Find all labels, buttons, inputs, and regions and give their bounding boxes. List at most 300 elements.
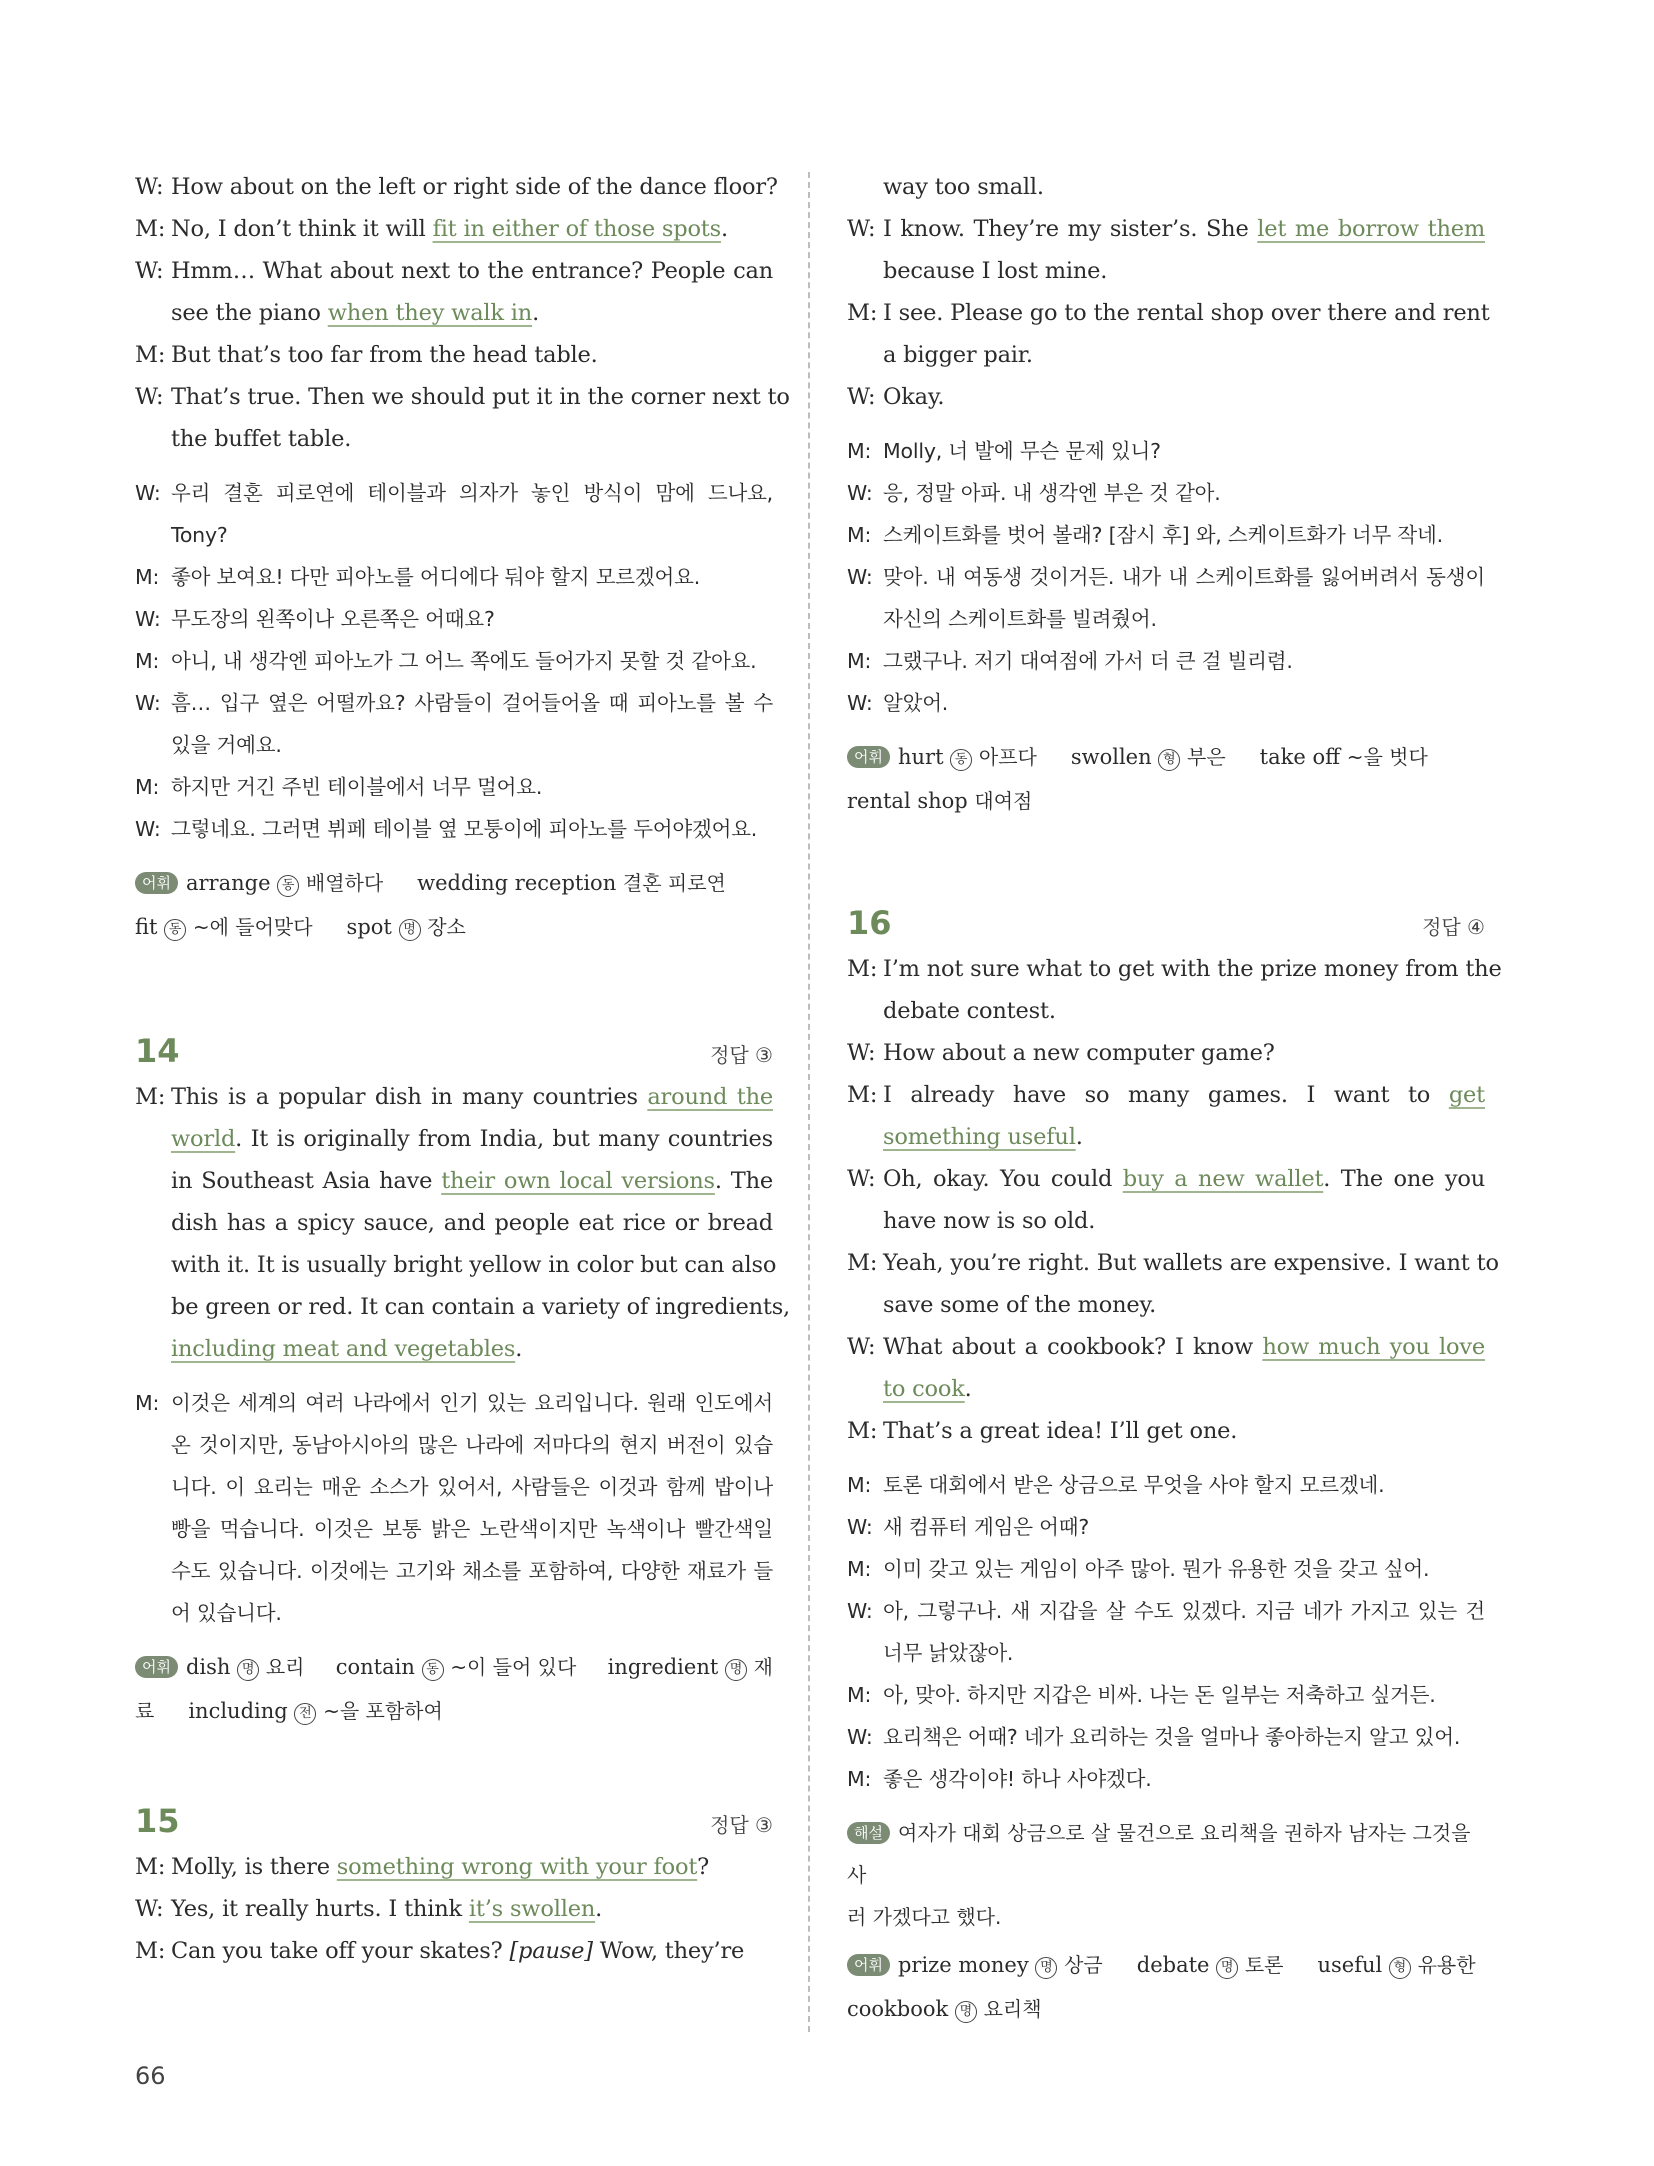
dialogue-line bbox=[847, 682, 1485, 724]
dialogue-line bbox=[847, 598, 1485, 640]
speaker-label: W: bbox=[135, 1896, 164, 1922]
text-run: Yes, it really hurts. I think bbox=[171, 1896, 469, 1922]
q15-header bbox=[135, 1802, 773, 1840]
speaker-label: W: bbox=[135, 384, 164, 410]
speaker-label bbox=[847, 598, 883, 640]
line-text bbox=[883, 334, 1485, 376]
vocab-meaning: 장소 bbox=[427, 915, 466, 939]
dialogue-line bbox=[847, 1716, 1485, 1758]
line-text: 자신의 스케이트화를 빌려줬어. bbox=[883, 607, 1157, 631]
underlined-phrase: world bbox=[171, 1126, 236, 1152]
pos-mark bbox=[1389, 1956, 1411, 1977]
vocab-tag: 어휘 bbox=[847, 1954, 890, 1976]
dialogue-line bbox=[135, 808, 773, 850]
underlined-phrase: fit in either of those spots bbox=[432, 216, 721, 242]
line-text: 하지만 거긴 주빈 테이블에서 너무 멀어요. bbox=[171, 775, 543, 799]
question-number: 16 bbox=[847, 904, 892, 942]
vocab-word: ingredient bbox=[607, 1655, 719, 1679]
line-text: 수도 있습니다. 이것에는 고기와 채소를 포함하여, 다양한 재료가 들 bbox=[171, 1559, 773, 1583]
text-run: Molly, is there bbox=[171, 1854, 337, 1880]
pos-mark bbox=[1216, 1956, 1238, 1977]
line-text bbox=[883, 1200, 1485, 1242]
speaker-label: M: bbox=[847, 1473, 872, 1497]
pos-circle: 명 bbox=[237, 1659, 259, 1681]
dialogue-line bbox=[847, 250, 1485, 292]
speaker-label: M: bbox=[135, 1391, 160, 1415]
q16-dialogue-english bbox=[847, 948, 1502, 1452]
vocab-word: dish bbox=[185, 1655, 231, 1679]
underlined-phrase: it’s swollen bbox=[468, 1896, 596, 1922]
dialogue-line bbox=[847, 1200, 1485, 1242]
line-text: 아니, 내 생각엔 피아노가 그 어느 쪽에도 들어가지 못할 것 같아요. bbox=[171, 649, 757, 673]
text-run: be green or red. It can contain a variety of ingredients, bbox=[171, 1294, 791, 1320]
pos-mark bbox=[1035, 1956, 1057, 1977]
speaker-label: W: bbox=[847, 216, 876, 242]
stage-direction: [pause] bbox=[509, 1938, 593, 1964]
dialogue-line bbox=[847, 640, 1485, 682]
dialogue-line bbox=[135, 556, 773, 598]
pos-mark bbox=[422, 1658, 444, 1679]
dialogue-line bbox=[847, 376, 1485, 418]
dialogue-line bbox=[135, 1328, 773, 1370]
pos-circle: 명 bbox=[955, 2001, 977, 2023]
line-text: 이미 갖고 있는 게임이 아주 많아. 뭔가 유용한 것을 갖고 싶어. bbox=[883, 1557, 1430, 1581]
answer-label: 정답 ③ bbox=[710, 1813, 773, 1837]
dialogue-line bbox=[847, 1158, 1485, 1200]
dialogue-line bbox=[135, 1382, 773, 1424]
speaker-label bbox=[847, 990, 883, 1032]
vocab-meaning: 결혼 피로연 bbox=[622, 871, 726, 895]
text-run: debate contest. bbox=[883, 998, 1056, 1024]
q14-header bbox=[135, 1032, 773, 1070]
line-text: 너무 낡았잖아. bbox=[883, 1641, 1014, 1665]
vocab-meaning: 아프다 bbox=[978, 745, 1037, 769]
dialogue-line bbox=[847, 1368, 1485, 1410]
speaker-label: M: bbox=[847, 1767, 872, 1791]
column-divider bbox=[808, 172, 810, 2032]
speaker-label bbox=[135, 724, 171, 766]
speaker-label: W: bbox=[847, 1515, 873, 1539]
dialogue-line bbox=[847, 1464, 1485, 1506]
text-run: the buffet table. bbox=[171, 426, 352, 452]
line-text: 응, 정말 아파. 내 생각엔 부은 것 같아. bbox=[883, 481, 1221, 505]
dialogue-line bbox=[135, 1592, 773, 1634]
text-run: . bbox=[721, 216, 728, 242]
page-number: 66 bbox=[135, 2062, 166, 2090]
line-text bbox=[883, 1158, 1485, 1200]
q13-dialogue-english bbox=[135, 166, 790, 460]
underlined-phrase: how much you love bbox=[1262, 1334, 1485, 1360]
line-text bbox=[171, 1244, 776, 1286]
pos-circle: 명 bbox=[725, 1659, 747, 1681]
speaker-label: M: bbox=[135, 1084, 166, 1110]
vocab-meaning: 요리 bbox=[265, 1655, 305, 1679]
line-text bbox=[883, 1326, 1485, 1368]
text-run: How about a new computer game? bbox=[883, 1040, 1275, 1066]
line-text bbox=[171, 1930, 773, 1972]
text-run: . bbox=[595, 1896, 603, 1922]
dialogue-line bbox=[847, 472, 1485, 514]
dialogue-line bbox=[135, 724, 773, 766]
dialogue-line bbox=[135, 1286, 791, 1328]
vocab-meaning: 재 bbox=[753, 1655, 773, 1679]
speaker-label bbox=[847, 1632, 883, 1674]
text-run: Oh, okay. You could bbox=[883, 1166, 1123, 1192]
vocab-word: spot bbox=[346, 915, 392, 939]
dialogue-line bbox=[135, 418, 773, 460]
explanation-text: 여자가 대회 상금으로 살 물건으로 요리책을 권하자 남자는 그것을 사 bbox=[847, 1821, 1471, 1887]
text-run: I know. They’re my sister’s. She bbox=[883, 216, 1258, 242]
vocab-tag: 어휘 bbox=[847, 746, 890, 768]
speaker-label bbox=[847, 1284, 883, 1326]
dialogue-line bbox=[135, 1466, 773, 1508]
vocab-meaning: ~을 벗다 bbox=[1346, 745, 1428, 769]
line-text: 스케이트화를 벗어 볼래? [잠시 후] 와, 스케이트화가 너무 작네. bbox=[883, 523, 1443, 547]
speaker-label bbox=[135, 1244, 171, 1286]
pos-circle: 형 bbox=[1389, 1957, 1411, 1979]
text-run: ? bbox=[697, 1854, 710, 1880]
speaker-label: W: bbox=[135, 174, 164, 200]
line-text bbox=[171, 250, 773, 292]
line-text bbox=[171, 1118, 773, 1160]
speaker-label: W: bbox=[847, 1334, 876, 1360]
dialogue-line bbox=[847, 1032, 1485, 1074]
dialogue-line bbox=[135, 472, 773, 514]
q13-dialogue-korean bbox=[135, 472, 773, 850]
underlined-phrase: something wrong with your foot bbox=[336, 1854, 698, 1880]
line-text bbox=[883, 1284, 1485, 1326]
speaker-label: M: bbox=[847, 439, 872, 463]
speaker-label bbox=[135, 1592, 171, 1634]
line-text bbox=[883, 1242, 1499, 1284]
speaker-label: W: bbox=[847, 1599, 873, 1623]
speaker-label bbox=[847, 334, 883, 376]
speaker-label: W: bbox=[847, 1040, 876, 1066]
line-text bbox=[883, 990, 1485, 1032]
speaker-label bbox=[847, 1200, 883, 1242]
text-run: I already have so many games. I want to bbox=[883, 1082, 1449, 1108]
line-text: 그렇네요. 그러면 뷔페 테이블 옆 모퉁이에 피아노를 두어야겠어요. bbox=[171, 817, 758, 841]
underlined-phrase: around the bbox=[647, 1084, 774, 1110]
vocab-meaning: 료 bbox=[135, 1699, 155, 1723]
speaker-label bbox=[847, 1368, 883, 1410]
dialogue-line bbox=[135, 1202, 773, 1244]
vocab-word: prize money bbox=[897, 1953, 1029, 1977]
speaker-label: W: bbox=[847, 565, 873, 589]
text-run: . The bbox=[714, 1168, 773, 1194]
line-text bbox=[171, 166, 778, 208]
line-text: 어 있습니다. bbox=[171, 1601, 282, 1625]
dialogue-line bbox=[135, 1424, 773, 1466]
speaker-label bbox=[847, 250, 883, 292]
vocab-meaning: ~에 들어맞다 bbox=[192, 915, 313, 939]
line-text bbox=[171, 1846, 773, 1888]
vocab-meaning: ~이 들어 있다 bbox=[450, 1655, 577, 1679]
line-text: Tony? bbox=[171, 523, 228, 547]
pos-circle: 명 bbox=[1035, 1957, 1057, 1979]
speaker-label bbox=[847, 166, 883, 208]
text-run: Yeah, you’re right. But wallets are expensive. I want to bbox=[883, 1250, 1499, 1276]
speaker-label: W: bbox=[847, 1725, 873, 1749]
pos-mark bbox=[277, 874, 299, 895]
dialogue-line bbox=[135, 766, 773, 808]
dialogue-line bbox=[135, 1888, 773, 1930]
pos-circle: 전 bbox=[294, 1703, 316, 1725]
q13-vocabulary bbox=[135, 862, 773, 950]
line-text: 그랬구나. 저기 대여점에 가서 더 큰 걸 빌리렴. bbox=[883, 649, 1293, 673]
dialogue-line bbox=[135, 1076, 773, 1118]
speaker-label: M: bbox=[135, 1938, 166, 1964]
text-run: . The one you bbox=[1323, 1166, 1486, 1192]
line-text bbox=[171, 292, 773, 334]
q15-dialogue-english bbox=[135, 1846, 773, 1972]
pos-circle: 동 bbox=[950, 749, 972, 771]
dialogue-line bbox=[847, 208, 1485, 250]
pos-circle: 동 bbox=[422, 1659, 444, 1681]
vocab-word: swollen bbox=[1070, 745, 1152, 769]
text-run: . bbox=[515, 1336, 523, 1362]
dialogue-line bbox=[135, 1118, 773, 1160]
vocab-meaning: 상금 bbox=[1064, 1953, 1103, 1977]
line-text bbox=[883, 208, 1485, 250]
vocab-word: hurt bbox=[897, 745, 944, 769]
speaker-label bbox=[135, 418, 171, 460]
speaker-label bbox=[135, 1424, 171, 1466]
speaker-label: W: bbox=[847, 481, 873, 505]
speaker-label bbox=[135, 1550, 171, 1592]
right-column bbox=[847, 166, 1502, 2038]
text-run: . bbox=[532, 300, 540, 326]
line-text: 우리 결혼 피로연에 테이블과 의자가 놓인 방식이 맘에 드나요, bbox=[171, 481, 773, 505]
dialogue-line bbox=[847, 430, 1485, 472]
line-text bbox=[171, 418, 773, 460]
text-run: What about a cookbook? I know bbox=[883, 1334, 1263, 1360]
vocab-word: take off bbox=[1259, 745, 1341, 769]
speaker-label: M: bbox=[847, 523, 872, 547]
line-text: 있을 거예요. bbox=[171, 733, 282, 757]
dialogue-line bbox=[135, 1550, 773, 1592]
vocab-word: contain bbox=[335, 1655, 415, 1679]
speaker-label: M: bbox=[847, 300, 878, 326]
dialogue-line bbox=[847, 514, 1485, 556]
pos-mark bbox=[950, 748, 972, 769]
dialogue-line bbox=[847, 556, 1485, 598]
line-text bbox=[171, 1076, 773, 1118]
vocab-tag: 어휘 bbox=[135, 872, 178, 894]
line-text bbox=[171, 334, 773, 376]
dialogue-line bbox=[847, 1590, 1485, 1632]
speaker-label: M: bbox=[847, 1557, 872, 1581]
speaker-label: M: bbox=[847, 956, 878, 982]
text-run: Hmm… What about next to the entrance? People can bbox=[171, 258, 773, 284]
line-text: 흠… 입구 옆은 어떨까요? 사람들이 걸어들어올 때 피아노를 볼 수 bbox=[171, 691, 773, 715]
text-run: have now is so old. bbox=[883, 1208, 1096, 1234]
line-text bbox=[883, 1410, 1485, 1452]
q16-vocabulary bbox=[847, 1944, 1485, 2032]
speaker-label: M: bbox=[135, 342, 166, 368]
dialogue-line bbox=[847, 1326, 1485, 1368]
line-text: 좋아 보여요! 다만 피아노를 어디에다 둬야 할지 모르겠어요. bbox=[171, 565, 701, 589]
q14-vocabulary bbox=[135, 1646, 773, 1734]
dialogue-line bbox=[847, 990, 1485, 1032]
dialogue-line bbox=[847, 1674, 1485, 1716]
vocab-word: arrange bbox=[185, 871, 271, 895]
dialogue-line bbox=[847, 334, 1485, 376]
dialogue-line bbox=[135, 1160, 773, 1202]
line-text bbox=[171, 376, 790, 418]
speaker-label: W: bbox=[847, 384, 876, 410]
line-text bbox=[171, 1160, 773, 1202]
line-text: 좋은 생각이야! 하나 사야겠다. bbox=[883, 1767, 1152, 1791]
vocab-meaning: 대여점 bbox=[974, 789, 1033, 813]
line-text: 이것은 세계의 여러 나라에서 인기 있는 요리입니다. 원래 인도에서 bbox=[171, 1391, 773, 1415]
speaker-label: M: bbox=[847, 1082, 878, 1108]
speaker-label: W: bbox=[135, 607, 161, 631]
dialogue-line bbox=[847, 1116, 1485, 1158]
speaker-label: W: bbox=[135, 481, 161, 505]
underlined-phrase: something useful bbox=[883, 1124, 1076, 1150]
line-text: 빵을 먹습니다. 이것은 보통 밝은 노란색이지만 녹색이나 빨간색일 bbox=[171, 1517, 773, 1541]
speaker-label: W: bbox=[135, 817, 161, 841]
vocab-meaning: 배열하다 bbox=[305, 871, 384, 895]
line-text bbox=[883, 292, 1490, 334]
speaker-label: W: bbox=[847, 691, 873, 715]
vocab-meaning: 부은 bbox=[1187, 745, 1226, 769]
line-text bbox=[883, 948, 1502, 990]
dialogue-line bbox=[847, 1758, 1485, 1800]
underlined-phrase: their own local versions bbox=[441, 1168, 715, 1194]
line-text bbox=[171, 1888, 773, 1930]
dialogue-line bbox=[135, 292, 773, 334]
dialogue-line bbox=[135, 598, 773, 640]
vocab-meaning: 유용한 bbox=[1417, 1953, 1476, 1977]
vocab-word: including bbox=[188, 1699, 288, 1723]
q15-dialogue-english-continued bbox=[847, 166, 1490, 418]
pos-mark bbox=[725, 1658, 747, 1679]
text-run: in Southeast Asia have bbox=[171, 1168, 442, 1194]
vocab-meaning: ~을 포함하여 bbox=[323, 1699, 443, 1723]
q15-vocabulary bbox=[847, 736, 1485, 822]
dialogue-line bbox=[847, 1548, 1485, 1590]
line-text: 토론 대회에서 받은 상금으로 무엇을 사야 할지 모르겠네. bbox=[883, 1473, 1385, 1497]
text-run: How about on the left or right side of the dance floor? bbox=[171, 174, 778, 200]
dialogue-line bbox=[135, 376, 790, 418]
text-run: . bbox=[1075, 1124, 1083, 1150]
line-text bbox=[883, 250, 1485, 292]
line-text bbox=[171, 208, 773, 250]
vocab-word: fit bbox=[135, 915, 158, 939]
text-run: Okay. bbox=[883, 384, 945, 410]
pos-mark bbox=[237, 1658, 259, 1679]
dialogue-line bbox=[847, 292, 1490, 334]
text-run: This is a popular dish in many countries bbox=[171, 1084, 648, 1110]
dialogue-line bbox=[135, 1846, 773, 1888]
text-run: No, I don’t think it will bbox=[171, 216, 433, 242]
dialogue-line bbox=[847, 1242, 1499, 1284]
line-text bbox=[883, 1368, 1485, 1410]
vocab-meaning: 토론 bbox=[1244, 1953, 1284, 1977]
speaker-label: M: bbox=[135, 649, 160, 673]
speaker-label bbox=[135, 1328, 171, 1370]
pos-mark bbox=[1158, 748, 1180, 769]
vocab-tag: 어휘 bbox=[135, 1656, 178, 1678]
dialogue-line bbox=[847, 1410, 1485, 1452]
q16-explanation bbox=[847, 1812, 1485, 1938]
pos-circle: 형 bbox=[1158, 749, 1180, 771]
vocab-word: rental shop bbox=[847, 789, 968, 813]
speaker-label: W: bbox=[847, 1166, 876, 1192]
explanation-text: 러 가겠다고 했다. bbox=[847, 1905, 1002, 1929]
question-number: 15 bbox=[135, 1802, 180, 1840]
line-text: 아, 맞아. 하지만 지갑은 비싸. 나는 돈 일부는 저축하고 싶거든. bbox=[883, 1683, 1436, 1707]
vocab-word: useful bbox=[1317, 1953, 1383, 1977]
text-run: a bigger pair. bbox=[883, 342, 1033, 368]
line-text: 무도장의 왼쪽이나 오른쪽은 어때요? bbox=[171, 607, 495, 631]
line-text: Molly, 너 발에 무슨 문제 있니? bbox=[883, 439, 1161, 463]
line-text bbox=[883, 1074, 1485, 1116]
speaker-label bbox=[847, 1116, 883, 1158]
dialogue-line bbox=[135, 640, 773, 682]
dialogue-line bbox=[135, 514, 773, 556]
dialogue-line bbox=[847, 166, 1485, 208]
line-text bbox=[171, 1328, 773, 1370]
speaker-label: M: bbox=[135, 565, 160, 589]
q16-dialogue-korean bbox=[847, 1464, 1485, 1800]
line-text: 새 컴퓨터 게임은 어때? bbox=[883, 1515, 1090, 1539]
speaker-label: M: bbox=[135, 216, 166, 242]
line-text: 온 것이지만, 동남아시아의 많은 나라에 저마다의 현지 버전이 있습 bbox=[171, 1433, 773, 1457]
dialogue-line bbox=[847, 1632, 1485, 1674]
dialogue-line bbox=[135, 1244, 777, 1286]
text-run: That’s true. Then we should put it in the corner next to bbox=[171, 384, 790, 410]
text-run: . It is originally from India, but many countries bbox=[235, 1126, 773, 1152]
text-run: because I lost mine. bbox=[883, 258, 1108, 284]
pos-mark bbox=[164, 918, 186, 939]
dialogue-line bbox=[135, 250, 773, 292]
question-number: 14 bbox=[135, 1032, 180, 1070]
dialogue-line bbox=[135, 682, 773, 724]
vocab-word: wedding reception bbox=[417, 871, 617, 895]
speaker-label: W: bbox=[135, 691, 161, 715]
underlined-phrase: let me borrow them bbox=[1257, 216, 1485, 242]
pos-circle: 동 bbox=[164, 919, 186, 941]
dialogue-line bbox=[135, 334, 773, 376]
pos-mark bbox=[294, 1702, 316, 1723]
answer-label: 정답 ③ bbox=[710, 1043, 773, 1067]
speaker-label: M: bbox=[135, 775, 160, 799]
underlined-phrase: when they walk in bbox=[327, 300, 533, 326]
answer-label: 정답 ④ bbox=[1422, 915, 1485, 939]
dialogue-line bbox=[135, 1508, 773, 1550]
line-text bbox=[883, 1116, 1485, 1158]
dialogue-line bbox=[847, 948, 1502, 990]
speaker-label bbox=[135, 1118, 171, 1160]
q14-script-english bbox=[135, 1076, 791, 1370]
q14-script-korean bbox=[135, 1382, 773, 1634]
line-text: 맞아. 내 여동생 것이거든. 내가 내 스케이트화를 잃어버려서 동생이 bbox=[883, 565, 1485, 589]
line-text bbox=[883, 1032, 1485, 1074]
line-text bbox=[171, 1202, 773, 1244]
underlined-phrase: buy a new wallet bbox=[1122, 1166, 1324, 1192]
line-text: 니다. 이 요리는 매운 소스가 있어서, 사람들은 이것과 함께 밥이나 bbox=[171, 1475, 773, 1499]
speaker-label bbox=[135, 1466, 171, 1508]
text-run: But that’s too far from the head table. bbox=[171, 342, 598, 368]
text-run: Can you take off your skates? bbox=[171, 1938, 510, 1964]
text-run: I’m not sure what to get with the prize money from the bbox=[883, 956, 1502, 982]
vocab-word: debate bbox=[1136, 1953, 1210, 1977]
vocab-meaning: 요리책 bbox=[983, 1997, 1042, 2021]
speaker-label: M: bbox=[135, 1854, 166, 1880]
